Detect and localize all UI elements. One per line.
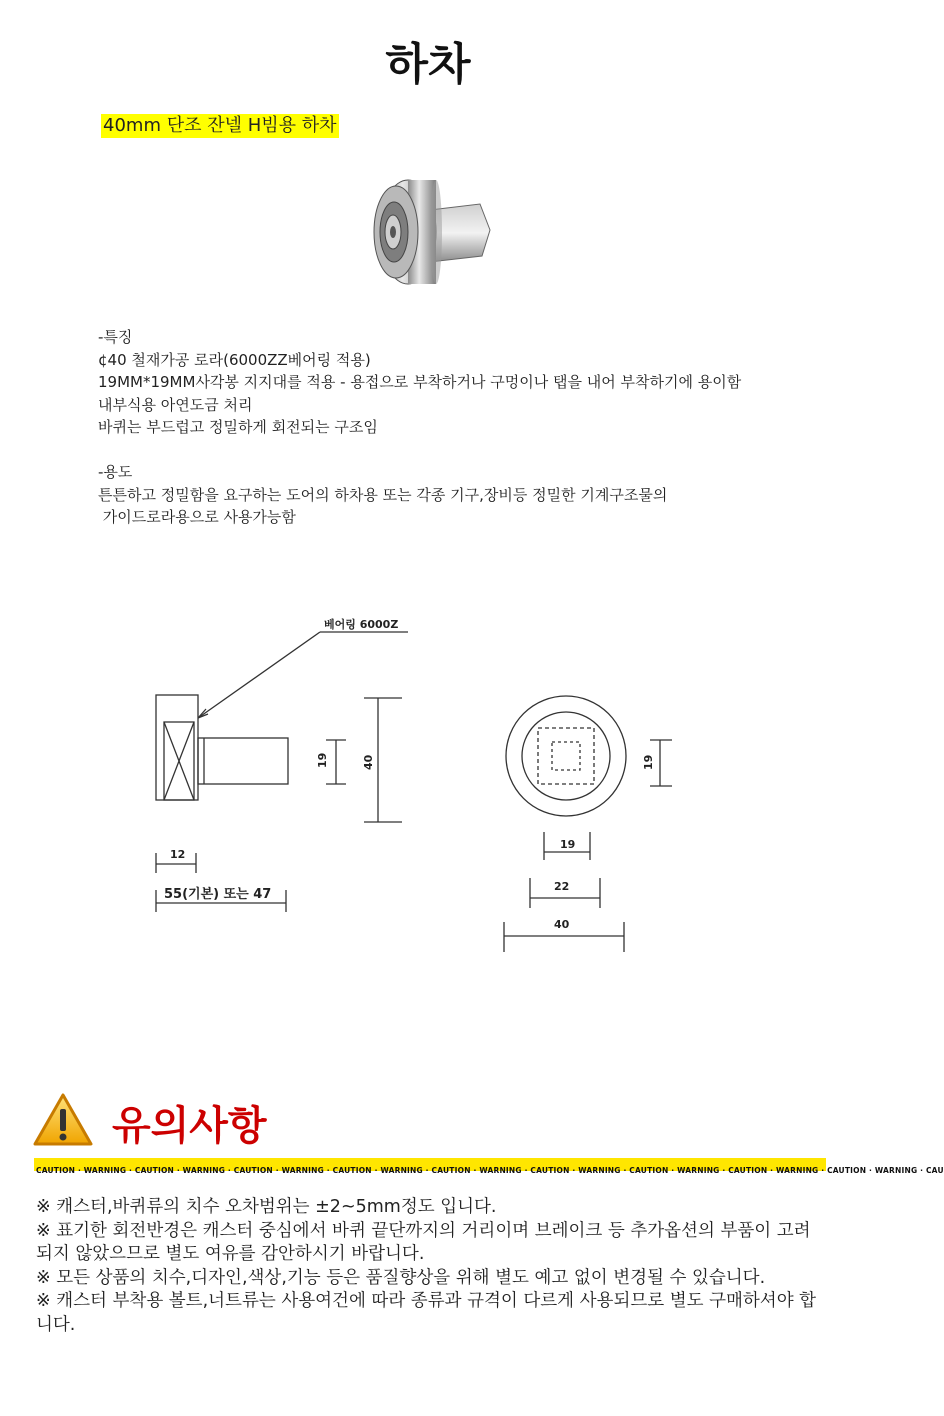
dim-19-front-h: 19	[560, 838, 576, 851]
caution-tape-text: CAUTION · WARNING · CAUTION · WARNING · CAUTION · WARNING · CAUTION · WARNING · CAUTION · WARNING · CAUTION · WARNING · CAUTION · WARNING · CAUTION · WARNING · CAUTION · WARNING · CAU	[36, 1166, 944, 1175]
dim-40-side: 40	[362, 754, 375, 770]
dim-length: 55(기본) 또는 47	[164, 887, 272, 902]
product-photo	[360, 170, 500, 290]
note-item: ※ 모든 상품의 치수,디자인,색상,기능 등은 품질향상을 위해 별도 예고 없이 변경될 수 있습니다.	[36, 1267, 766, 1288]
caution-header	[32, 1092, 832, 1150]
note-item: ※ 캐스터,바퀴류의 치수 오차범위는 ±2~5mm정도 입니다.	[36, 1197, 497, 1217]
page-title: 하차	[385, 39, 471, 90]
side-shaft-outline	[198, 738, 288, 784]
product-subtitle: 40mm 단조 잔넬 H빔용 하차	[103, 115, 337, 136]
specs-list	[98, 326, 741, 529]
dim-40-front: 40	[554, 918, 570, 931]
note-item: ※ 표기한 회전반경은 캐스터 중심에서 바퀴 끝단까지의 거리이며 브레이크 등 추가옵션의 부품이 고려되지 않았으므로 별도 여유를 감안하시기 바랍니다.	[36, 1220, 811, 1264]
dim-22: 22	[554, 880, 570, 893]
caution-title: 유의사항	[112, 1103, 267, 1149]
dim-12: 12	[170, 848, 186, 861]
spec-line	[98, 439, 741, 462]
dim-19-front-v: 19	[642, 754, 655, 770]
front-outer-circle	[506, 696, 626, 816]
caution-tape	[34, 1158, 944, 1175]
spec-line: ¢40 철재가공 로라(6000ZZ베어링 적용)	[98, 350, 371, 369]
spec-line: -특징	[98, 328, 133, 346]
note-item: ※ 캐스터 부착용 볼트,너트류는 사용여건에 따라 종류과 규격이 다르게 사용되므로 별도 구매하셔야 합니다.	[36, 1291, 817, 1335]
warning-triangle-icon	[32, 1092, 94, 1148]
technical-drawing	[140, 610, 700, 960]
caution-notes	[36, 1196, 826, 1337]
dim-19-side: 19	[316, 752, 329, 768]
spec-line: 19MM*19MM사각봉 지지대를 적용 - 용접으로 부착하거나 구멍이나 탭을 내어 부착하기에 용이함	[98, 373, 742, 391]
bearing-label: 베어링 6000Z	[324, 618, 399, 631]
spec-line: 내부식용 아연도금 처리	[98, 395, 253, 414]
spec-line: 튼튼하고 정밀함을 요구하는 도어의 하차용 또는 각종 기구,장비등 정밀한 기계구조물의	[98, 485, 668, 504]
side-wheel-outline	[156, 695, 198, 800]
spec-line: 가이드로라용으로 사용가능함	[98, 508, 296, 526]
spec-line: -용도	[98, 463, 133, 481]
spec-line: 바퀴는 부드럽고 정밀하게 회전되는 구조임	[98, 418, 378, 436]
